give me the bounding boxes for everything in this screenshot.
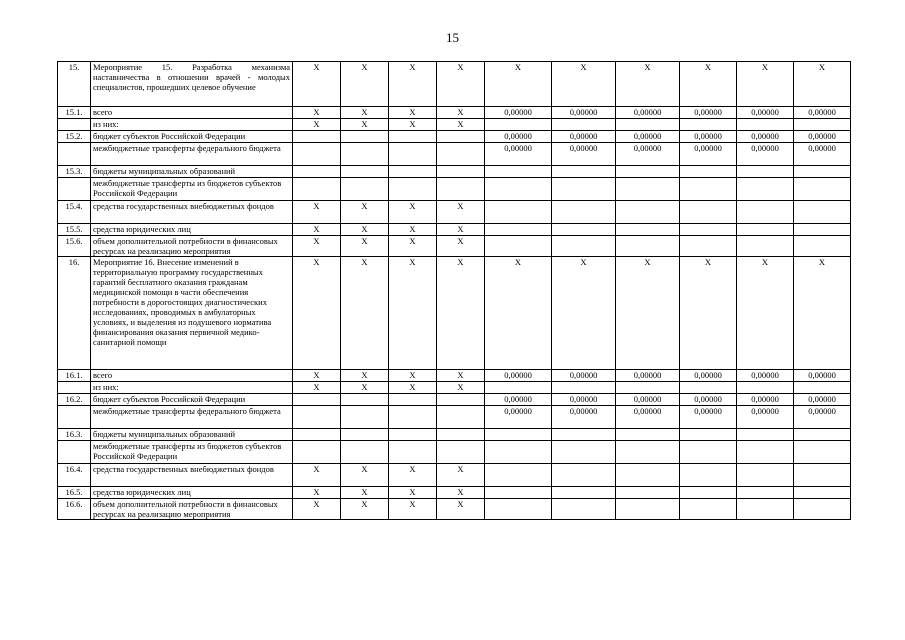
value-cell: 0,00000	[552, 394, 616, 406]
value-cell: 0,00000	[680, 370, 737, 382]
value-cell: 0,00000	[485, 107, 552, 119]
row-name: средства юридических лиц	[91, 224, 293, 236]
value-cell: 0,00000	[680, 143, 737, 166]
value-cell: X	[293, 464, 341, 487]
value-cell: 0,00000	[794, 131, 851, 143]
value-cell: X	[389, 487, 437, 499]
value-cell: 0,00000	[616, 143, 680, 166]
value-cell: X	[389, 382, 437, 394]
table-row	[58, 406, 851, 429]
value-cell	[341, 131, 389, 143]
value-cell: X	[389, 499, 437, 520]
row-name: бюджеты муниципальных образований	[91, 429, 293, 441]
value-cell	[552, 201, 616, 224]
value-cell: X	[437, 370, 485, 382]
value-cell: X	[437, 107, 485, 119]
value-cell: X	[341, 201, 389, 224]
value-cell: X	[437, 257, 485, 370]
table-row	[58, 201, 851, 224]
value-cell	[552, 429, 616, 441]
value-cell: 0,00000	[552, 406, 616, 429]
value-cell	[389, 406, 437, 429]
value-cell: 0,00000	[737, 370, 794, 382]
row-name: бюджеты муниципальных образований	[91, 166, 293, 178]
table-row	[58, 143, 851, 166]
value-cell	[680, 441, 737, 464]
row-name: из них:	[91, 119, 293, 131]
value-cell: 0,00000	[794, 107, 851, 119]
value-cell	[389, 429, 437, 441]
value-cell: X	[437, 224, 485, 236]
value-cell: X	[389, 224, 437, 236]
value-cell	[680, 236, 737, 257]
value-cell: X	[341, 107, 389, 119]
value-cell	[293, 178, 341, 201]
value-cell: 0,00000	[737, 406, 794, 429]
value-cell	[552, 166, 616, 178]
value-cell	[794, 119, 851, 131]
value-cell: X	[389, 370, 437, 382]
table-row	[58, 257, 851, 370]
value-cell	[737, 464, 794, 487]
value-cell	[341, 166, 389, 178]
value-cell: X	[389, 464, 437, 487]
value-cell: 0,00000	[616, 406, 680, 429]
value-cell: X	[293, 487, 341, 499]
value-cell: X	[341, 370, 389, 382]
table-row	[58, 166, 851, 178]
row-number	[58, 178, 91, 201]
row-number: 15.5.	[58, 224, 91, 236]
value-cell	[293, 406, 341, 429]
value-cell	[437, 131, 485, 143]
value-cell	[737, 429, 794, 441]
row-name: объем дополнительной потребности в финансовых ресурсах на реализацию мероприятия	[91, 236, 293, 257]
value-cell	[616, 429, 680, 441]
value-cell	[737, 224, 794, 236]
value-cell: 0,00000	[552, 107, 616, 119]
row-name: всего	[91, 107, 293, 119]
table-row	[58, 487, 851, 499]
value-cell	[737, 178, 794, 201]
value-cell	[389, 178, 437, 201]
value-cell: X	[293, 201, 341, 224]
value-cell	[341, 429, 389, 441]
value-cell: X	[293, 382, 341, 394]
value-cell	[485, 166, 552, 178]
value-cell: X	[293, 119, 341, 131]
value-cell	[737, 236, 794, 257]
value-cell	[485, 201, 552, 224]
value-cell: 0,00000	[794, 370, 851, 382]
row-number: 16.6.	[58, 499, 91, 520]
value-cell: 0,00000	[552, 131, 616, 143]
value-cell: X	[485, 257, 552, 370]
value-cell	[794, 464, 851, 487]
value-cell	[341, 178, 389, 201]
value-cell	[616, 201, 680, 224]
table-row	[58, 370, 851, 382]
value-cell	[794, 487, 851, 499]
value-cell	[616, 382, 680, 394]
value-cell	[552, 224, 616, 236]
page-number: 15	[446, 30, 459, 45]
value-cell	[552, 119, 616, 131]
value-cell: X	[341, 382, 389, 394]
row-name: межбюджетные трансферты федерального бюджета	[91, 143, 293, 166]
value-cell	[389, 131, 437, 143]
value-cell	[389, 441, 437, 464]
value-cell	[485, 224, 552, 236]
value-cell	[680, 464, 737, 487]
value-cell	[552, 441, 616, 464]
value-cell: X	[293, 224, 341, 236]
row-number	[58, 382, 91, 394]
row-name: средства юридических лиц	[91, 487, 293, 499]
row-number: 15.1.	[58, 107, 91, 119]
value-cell: 0,00000	[485, 143, 552, 166]
value-cell: X	[485, 62, 552, 107]
value-cell	[341, 394, 389, 406]
row-name: межбюджетные трансферты из бюджетов субъектов Российской Федерации	[91, 441, 293, 464]
value-cell: 0,00000	[737, 394, 794, 406]
value-cell	[794, 201, 851, 224]
value-cell: 0,00000	[552, 370, 616, 382]
value-cell: 0,00000	[794, 406, 851, 429]
table-row	[58, 107, 851, 119]
value-cell	[341, 441, 389, 464]
value-cell	[485, 487, 552, 499]
value-cell	[389, 143, 437, 166]
value-cell	[552, 487, 616, 499]
value-cell	[437, 406, 485, 429]
row-number: 15.4.	[58, 201, 91, 224]
value-cell: 0,00000	[794, 394, 851, 406]
table-row	[58, 178, 851, 201]
value-cell	[737, 119, 794, 131]
value-cell: 0,00000	[680, 406, 737, 429]
value-cell: X	[737, 62, 794, 107]
table-row	[58, 119, 851, 131]
value-cell	[616, 236, 680, 257]
value-cell: 0,00000	[680, 107, 737, 119]
row-number	[58, 406, 91, 429]
value-cell: X	[794, 257, 851, 370]
value-cell: X	[341, 464, 389, 487]
row-number	[58, 119, 91, 131]
table-row	[58, 382, 851, 394]
value-cell	[737, 499, 794, 520]
value-cell	[794, 166, 851, 178]
row-name: бюджет субъектов Российской Федерации	[91, 394, 293, 406]
value-cell	[737, 382, 794, 394]
value-cell	[485, 499, 552, 520]
table-row	[58, 441, 851, 464]
table-row	[58, 131, 851, 143]
value-cell	[794, 236, 851, 257]
value-cell	[737, 441, 794, 464]
value-cell	[437, 143, 485, 166]
value-cell: 0,00000	[552, 143, 616, 166]
value-cell	[616, 166, 680, 178]
value-cell: 0,00000	[680, 131, 737, 143]
value-cell	[680, 201, 737, 224]
value-cell	[680, 119, 737, 131]
row-number: 16.2.	[58, 394, 91, 406]
value-cell	[616, 119, 680, 131]
value-cell	[794, 441, 851, 464]
table-row	[58, 224, 851, 236]
value-cell: X	[437, 464, 485, 487]
value-cell	[680, 499, 737, 520]
value-cell: X	[680, 62, 737, 107]
value-cell: X	[341, 499, 389, 520]
value-cell: 0,00000	[616, 394, 680, 406]
table-row	[58, 499, 851, 520]
value-cell: X	[794, 62, 851, 107]
row-number: 16.5.	[58, 487, 91, 499]
row-name: межбюджетные трансферты федерального бюджета	[91, 406, 293, 429]
value-cell	[437, 441, 485, 464]
value-cell	[437, 429, 485, 441]
value-cell	[737, 201, 794, 224]
value-cell	[794, 224, 851, 236]
value-cell	[737, 487, 794, 499]
value-cell: 0,00000	[485, 131, 552, 143]
value-cell	[552, 499, 616, 520]
value-cell: X	[293, 107, 341, 119]
value-cell	[680, 178, 737, 201]
value-cell: X	[437, 201, 485, 224]
value-cell: X	[293, 370, 341, 382]
table-row	[58, 236, 851, 257]
value-cell: 0,00000	[737, 131, 794, 143]
value-cell	[552, 464, 616, 487]
value-cell	[794, 178, 851, 201]
value-cell: X	[341, 257, 389, 370]
row-name: Мероприятие 16. Внесение изменений в территориальную программу государственных гарантий бесплатного оказания гражданам медицинской помощи в части обеспечения потребности в дорогостоящих диагностических исследованиях, проводимых в амбулаторных условиях, и выделения из подушевого норматива финансирования оказания первичной медико-санитарной помощи	[91, 257, 293, 370]
value-cell: 0,00000	[737, 143, 794, 166]
table-row	[58, 464, 851, 487]
value-cell: X	[437, 236, 485, 257]
value-cell: X	[341, 487, 389, 499]
value-cell	[680, 487, 737, 499]
value-cell	[680, 382, 737, 394]
value-cell	[794, 429, 851, 441]
value-cell: 0,00000	[680, 394, 737, 406]
row-number: 16.4.	[58, 464, 91, 487]
row-name: объем дополнительной потребности в финансовых ресурсах на реализацию мероприятия	[91, 499, 293, 520]
value-cell: X	[341, 236, 389, 257]
value-cell	[485, 236, 552, 257]
value-cell: X	[616, 62, 680, 107]
value-cell	[552, 382, 616, 394]
value-cell: X	[437, 119, 485, 131]
row-number: 15.2.	[58, 131, 91, 143]
value-cell: X	[389, 201, 437, 224]
value-cell: 0,00000	[485, 406, 552, 429]
value-cell: 0,00000	[616, 131, 680, 143]
value-cell	[485, 441, 552, 464]
value-cell	[437, 166, 485, 178]
value-cell: X	[341, 224, 389, 236]
value-cell	[341, 406, 389, 429]
value-cell	[794, 382, 851, 394]
value-cell: X	[389, 62, 437, 107]
value-cell: X	[293, 257, 341, 370]
row-number: 15.3.	[58, 166, 91, 178]
value-cell	[616, 178, 680, 201]
value-cell: X	[389, 107, 437, 119]
row-number: 15.6.	[58, 236, 91, 257]
value-cell: 0,00000	[616, 107, 680, 119]
value-cell: X	[737, 257, 794, 370]
row-name: Мероприятие 15. Разработка механизма наставничества в отношении врачей - молодых специалистов, прошедших целевое обучение	[91, 62, 293, 107]
value-cell: X	[293, 236, 341, 257]
value-cell	[680, 429, 737, 441]
value-cell	[293, 429, 341, 441]
value-cell: X	[680, 257, 737, 370]
financing-table	[57, 61, 851, 520]
value-cell: X	[341, 62, 389, 107]
value-cell	[293, 441, 341, 464]
table-row	[58, 429, 851, 441]
value-cell: 0,00000	[737, 107, 794, 119]
value-cell	[485, 429, 552, 441]
row-number	[58, 143, 91, 166]
value-cell: X	[437, 487, 485, 499]
row-name: всего	[91, 370, 293, 382]
table-row	[58, 62, 851, 107]
value-cell: 0,00000	[485, 394, 552, 406]
row-number	[58, 441, 91, 464]
value-cell	[616, 487, 680, 499]
value-cell	[437, 394, 485, 406]
value-cell: X	[293, 62, 341, 107]
value-cell	[293, 131, 341, 143]
value-cell	[485, 382, 552, 394]
row-name: межбюджетные трансферты из бюджетов субъектов Российской Федерации	[91, 178, 293, 201]
value-cell: X	[437, 382, 485, 394]
value-cell	[437, 178, 485, 201]
value-cell	[389, 166, 437, 178]
value-cell	[552, 178, 616, 201]
value-cell	[616, 499, 680, 520]
value-cell: X	[293, 499, 341, 520]
value-cell	[737, 166, 794, 178]
value-cell	[616, 224, 680, 236]
row-number: 16.1.	[58, 370, 91, 382]
value-cell	[485, 464, 552, 487]
value-cell	[794, 499, 851, 520]
value-cell: X	[552, 257, 616, 370]
value-cell: X	[552, 62, 616, 107]
value-cell: X	[389, 119, 437, 131]
value-cell: X	[389, 236, 437, 257]
value-cell: X	[437, 62, 485, 107]
value-cell: 0,00000	[485, 370, 552, 382]
value-cell	[485, 178, 552, 201]
value-cell: X	[389, 257, 437, 370]
row-number: 16.	[58, 257, 91, 370]
row-name: из них:	[91, 382, 293, 394]
value-cell	[293, 394, 341, 406]
table-row	[58, 394, 851, 406]
row-name: бюджет субъектов Российской Федерации	[91, 131, 293, 143]
row-number: 15.	[58, 62, 91, 107]
value-cell: 0,00000	[794, 143, 851, 166]
value-cell	[680, 166, 737, 178]
value-cell: X	[437, 499, 485, 520]
value-cell	[293, 143, 341, 166]
value-cell: 0,00000	[616, 370, 680, 382]
value-cell	[680, 224, 737, 236]
value-cell: X	[341, 119, 389, 131]
value-cell: X	[616, 257, 680, 370]
value-cell	[616, 441, 680, 464]
value-cell	[341, 143, 389, 166]
row-number: 16.3.	[58, 429, 91, 441]
value-cell	[293, 166, 341, 178]
value-cell	[552, 236, 616, 257]
row-name: средства государственных внебюджетных фондов	[91, 201, 293, 224]
value-cell	[389, 394, 437, 406]
row-name: средства государственных внебюджетных фондов	[91, 464, 293, 487]
value-cell	[616, 464, 680, 487]
value-cell	[485, 119, 552, 131]
